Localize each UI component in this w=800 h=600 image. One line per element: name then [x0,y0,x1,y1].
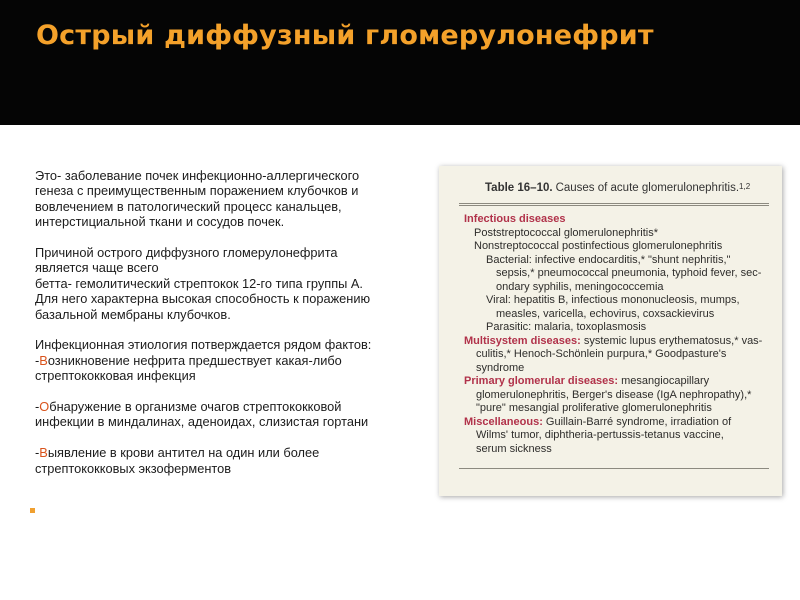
primary-heading: Primary glomerular diseases: [464,375,619,387]
table-row: Parasitic: malaria, toxoplasmosis [486,321,647,333]
slide-title: Острый диффузный гломерулонефрит [36,20,654,51]
fact-line: инфекции в миндалинах, аденоидах, слизистая гортани [35,414,369,430]
misc-heading: Miscellaneous: [464,415,543,428]
table-row: serum sickness [476,442,552,455]
table-row: Viral: hepatitis B, infectious mononucleosis, mumps, [486,294,740,306]
fact-line: -Обнаружение в организме очагов стрептококковой [35,399,342,415]
table-row: Poststreptococcal glomerulonephritis* [474,226,659,239]
table-row-text: Guillain-Barré syndrome, irradiation of [542,415,732,428]
table-row: glomerulonephritis, Berger's disease (IgA nephropathy),* [476,388,752,401]
table-row: "pure" mesangial proliferative glomerulonephritis [476,402,712,414]
intro-line: вовлечением в патологический процесс канальцев, [35,198,342,214]
infectious-heading: Infectious diseases [464,213,566,225]
fact-line: -Возникновение нефрита предшествует какая-либо [35,352,342,368]
title-band [0,0,800,125]
table-row: culitis,* Henoch-Schönlein purpura,* Goodpasture's [476,348,727,360]
intro-line: Это- заболевание почек инфекционно-аллергического [35,168,360,183]
bullet-square-icon [30,508,35,513]
fact-text: озникновение нефрита предшествует какая-либо [47,352,342,368]
table-row: ondary syphilis, meningococcemia [496,280,664,293]
table-row: measles, varicella, echovirus, coxsackievirus [496,307,715,320]
cause-line: бетта- гемолитический стрептокок 12-го типа группы А. [35,275,363,291]
table-row [464,335,780,349]
table-label: Table 16–10. [485,182,553,194]
table-row [464,416,780,430]
intro-line: интерстициальной ткани и сосудов почек. [35,214,285,230]
table-row-text: systemic lupus erythematosus,* vas- [580,334,763,347]
fact-text: ыявление в крови антител на один или более [47,445,320,461]
table-image [439,166,782,496]
table-row: Nonstreptococcal postinfectious glomerulonephritis [474,240,723,252]
intro-line: генеза с преимущественным поражением клубочков и [35,183,359,199]
table-row: sepsis,* pneumococcal pneumonia, typhoid fever, sec- [496,267,762,279]
table-row: syndrome [476,361,525,374]
cause-line: базальной мембраны клубочков. [35,306,231,322]
table-bottom-rule [459,468,769,469]
fact-line: стрептококковых экзоферментов [35,460,232,476]
table-top-rule [459,205,769,206]
cause-line: Для него характерна высокая способность к поражению [35,291,371,307]
etiology-intro: Инфекционная этиология потверждается рядом фактов: [35,337,372,353]
fact-first-letter: О [39,399,50,415]
cause-line: является чаще всего [35,260,159,276]
fact-line: стрептококковая инфекция [35,368,196,384]
slide-body-text [35,168,443,476]
cause-line: Причиной острого диффузного гломерулонефрита [35,245,338,261]
table-row [464,375,780,389]
table-caption-text: Causes of acute glomerulonephritis. [555,182,740,194]
fact-text: бнаружение в организме очагов стрептококковой [49,399,342,415]
table-top-rule [459,203,769,204]
table-caption-sup: 1,2 [739,182,751,191]
table-row: Wilms' tumor, diphtheria-pertussis-tetanus vaccine, [476,429,724,441]
table-row-text: mesangiocapillary [618,375,710,387]
multisystem-heading: Multisystem diseases: [464,334,581,347]
fact-line: -Выявление в крови антител на один или более [35,445,320,461]
table-caption [485,182,750,196]
table-rows [464,213,780,456]
fact-first-letter: В [39,445,48,461]
table-row: Bacterial: infective endocarditis,* "shunt nephritis," [486,253,731,266]
fact-first-letter: В [39,352,48,368]
